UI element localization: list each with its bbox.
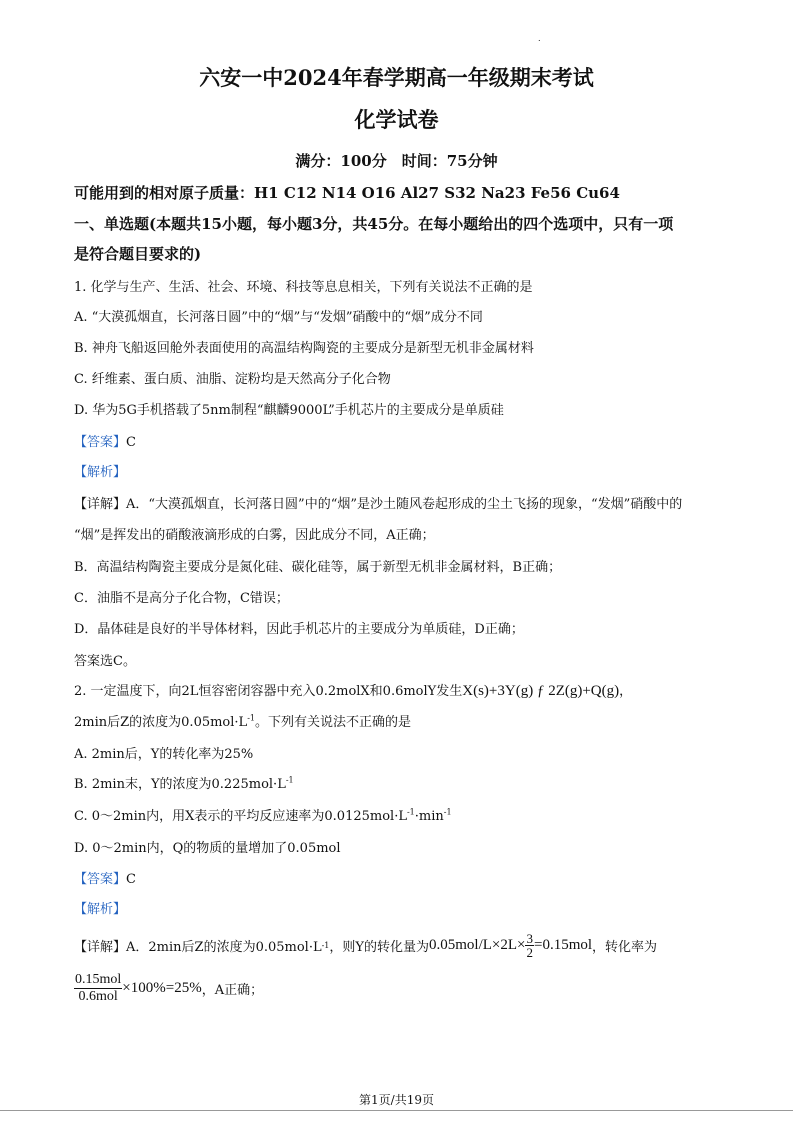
footer-rule — [0, 1110, 793, 1111]
exam-meta: 满分：100分 时间：75分钟 — [295, 152, 498, 170]
q2-answer-value: C — [126, 872, 136, 887]
exam-title: 六安一中2024年春学期高一年级期末考试 — [199, 65, 594, 90]
q2-answer — [74, 868, 136, 887]
q2-calc-fraction: $\frac{3}{2}$ — [526, 931, 533, 960]
exam-subject: 化学试卷 — [354, 107, 439, 132]
q1-option-c: C. 纤维素、蛋白质、油脂、淀粉均是天然高分子化合物 — [74, 372, 391, 387]
q1-detail-b: B．高温结构陶瓷主要成分是氮化硅、碳化硅等，属于新型无机非金属材料，B正确； — [74, 560, 562, 575]
page-footer: 第1页/共19页 — [359, 1093, 434, 1107]
q2-equation: X(s)+3Y(g) ƒ 2Z(g)+Q(g) — [462, 683, 620, 699]
q1-stem: 1. 化学与生产、生活、社会、环境、科技等息息相关，下列有关说法不正确的是 — [74, 280, 533, 295]
q1-option-d: D. 华为5G手机搭载了5nm制程“麒麟9000L”手机芯片的主要成分是单质硅 — [74, 403, 504, 418]
q1-conclusion: 答案选C。 — [74, 654, 136, 669]
q1-analysis-tag: 【解析】 — [74, 465, 127, 480]
q2-option-b: B. 2min末，Y的浓度为$0.225mol\cdot L^{-1}$ — [74, 775, 294, 792]
q2-ratio-fraction: $\frac{\text{0.15mol}}{\text{0.6mol}}$ — [75, 972, 122, 1004]
q2-stem-line2: 2min后Z的浓度为$0.05mol\cdot L^{-1}$。下列有关说法不正确的是 — [74, 713, 411, 730]
q1-option-a: A. “大漠孤烟直，长河落日圆”中的“烟”与“发烟”硝酸中的“烟”成分不同 — [74, 310, 483, 325]
q1-answer-value: C — [126, 435, 136, 450]
q1-answer — [74, 431, 136, 450]
q2-answer-tag: 【答案】 — [74, 872, 127, 887]
q1-detail-tag: 【详解】 — [74, 497, 127, 512]
section-heading-line1: 一、单选题(本题共15小题，每小题3分，共45分。在每小题给出的四个选项中，只有一项 — [74, 215, 674, 233]
q2-analysis-tag: 【解析】 — [74, 902, 127, 917]
q1-option-b: B. 神舟飞船返回舱外表面使用的高温结构陶瓷的主要成分是新型无机非金属材料 — [74, 341, 534, 356]
atomic-masses: 可能用到的相对原子质量：H1 C12 N14 O16 Al27 S32 Na23 Fe56 Cu64 — [74, 184, 620, 202]
q1-detail-a1: 【详解】A．“大漠孤烟直，长河落日圆”中的“烟”是沙土随风卷起形成的尘土飞扬的现象，“发烟”硝酸中的 — [74, 497, 683, 512]
q2-detail-tag: 【详解】 — [74, 940, 127, 955]
q1-detail-c: C．油脂不是高分子化合物，C错误； — [74, 591, 289, 606]
q2-detail-line2: $\frac{\text{0.15mol}}{\text{0.6mol}}$ ×100%=25% ，A正确； — [75, 972, 264, 1004]
q1-detail-d: D．晶体硅是良好的半导体材料，因此手机芯片的主要成分为单质硅，D正确； — [74, 622, 524, 637]
q2-option-c: C. 0～2min内，用X表示的平均反应速率为$0.0125mol\cdot L^{-1}\cdot\min^{-1}$ — [74, 807, 452, 824]
q2-option-d: D. 0～2min内，Q的物质的量增加了0.05mol — [74, 841, 341, 856]
q1-answer-tag: 【答案】 — [74, 435, 127, 450]
q2-calc: 0.05mol/L×2L× $\frac{3}{2}$ =0.15mol — [428, 931, 593, 960]
q1-detail-a2: “烟”是挥发出的硝酸液滴形成的白雾，因此成分不同，A正确； — [74, 528, 435, 543]
q2-option-a: A. 2min后，Y的转化率为25% — [74, 747, 254, 762]
q2-detail-line1: 【详解】 A．2min后Z的浓度为0.05mol·L -1 ，则Y的转化量为 0.05mol/L×2L× $\frac{3}{2}$ =0.15mol ，转化率为 — [74, 931, 658, 960]
section-heading-line2: 是符合题目要求的) — [74, 245, 202, 263]
corner-mark: . — [538, 34, 541, 43]
q2-stem: 2. 一定温度下，向2L恒容密闭容器中充入0.2molX和0.6molY发生X(s)+3Y(g) ƒ 2Z(g)+Q(g)， — [74, 683, 633, 699]
